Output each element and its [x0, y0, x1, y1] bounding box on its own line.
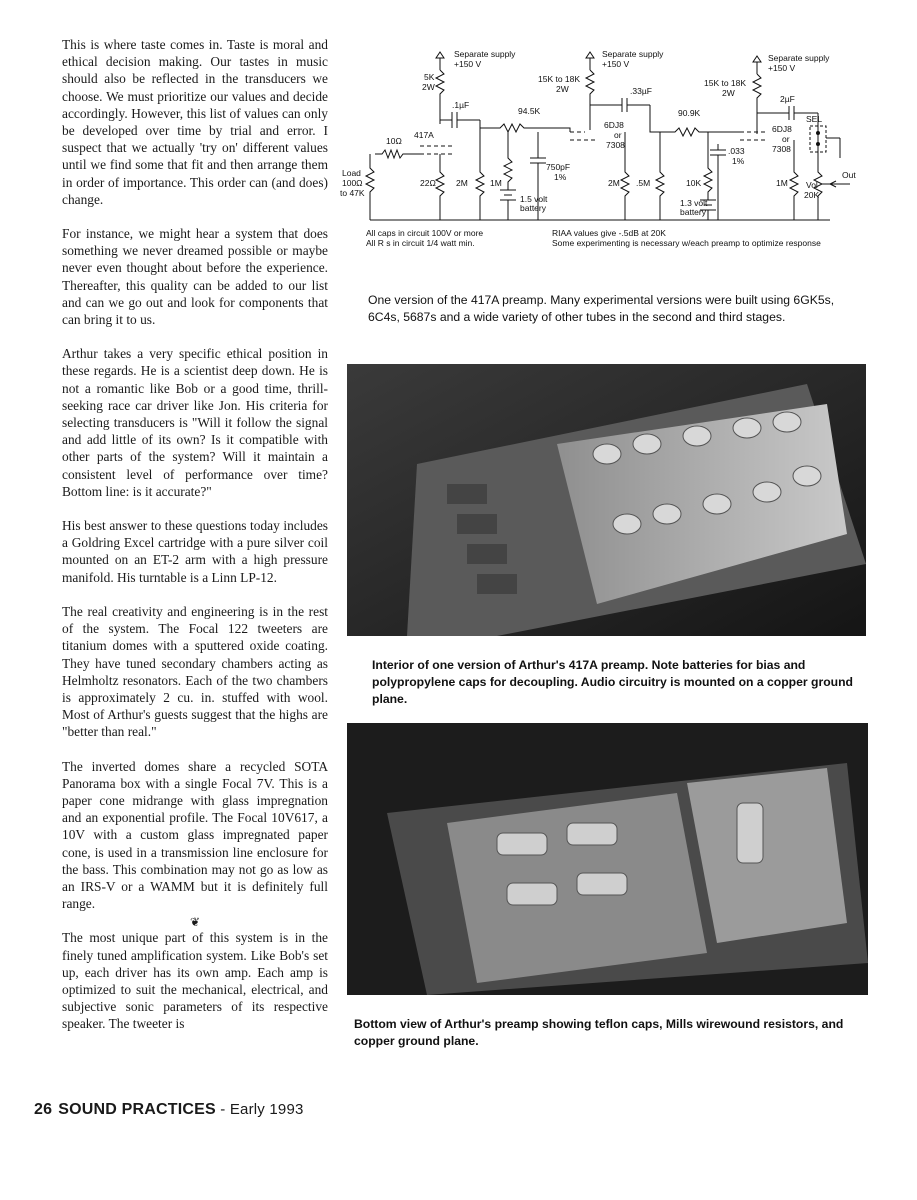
- output-label: Out: [842, 170, 856, 180]
- resistor-2m-2: 2M: [608, 178, 620, 188]
- resistor-22-ohm: 22Ω: [420, 178, 436, 188]
- resistor-10-ohm: 10Ω: [386, 136, 402, 146]
- resistor-1m-1: 1M: [490, 178, 502, 188]
- supply-arrow-1: [436, 52, 444, 58]
- supply-arrow-3: [753, 56, 761, 62]
- battery-1-label: battery: [520, 203, 546, 213]
- bottom-view-photo: [347, 723, 868, 995]
- bottom-view-caption: Bottom view of Arthur's preamp showing teflon caps, Mills wirewound resistors, and copper ground plane.: [354, 1017, 844, 1048]
- resistor-1m-2: 1M: [776, 178, 788, 188]
- paragraph-6: The inverted domes share a recycled SOTA Panorama box with a single Focal 7V. This is a paper cone midrange with glass impregnation and an exponential profile. The Focal 10V617, a 10V with a custom glass impregnated paper cone, is used in a transmission line enclosure for the bass. This combination may not go as low as an IRS-V or a WAMM but it is definitely full range.: [62, 758, 328, 912]
- paragraph-7: The most unique part of this system is in the finely tuned amplification system. Like Bob's set up, each driver has its own amp. Each amp is optimized to suit the mechanical, electrical, and subjective sonic parameters of its respective speaker. The tweeter is: [62, 930, 328, 1032]
- selector-label: SEL: [806, 114, 823, 124]
- tube-6dj8-2: 6DJ8: [772, 124, 792, 134]
- tube-417a: 417A: [414, 130, 434, 140]
- magazine-name: SOUND PRACTICES: [58, 1101, 216, 1118]
- article-column: [62, 36, 328, 1050]
- preamp-schematic: [340, 40, 860, 265]
- resistor-90k: 90.9K: [678, 108, 701, 118]
- resistor-5k: 5K: [424, 72, 435, 82]
- interior-photo: [347, 364, 866, 636]
- page-footer: [34, 1101, 304, 1119]
- supply-arrow-2: [586, 52, 594, 58]
- paragraph-4: His best answer to these questions today includes a Goldring Excel cartridge with a pure silver coil mounted on an ET-2 arm with a high pressure manifold. His turntable is a Linn LP-12.: [62, 518, 328, 585]
- paragraph-3: Arthur takes a very specific ethical position in these regards. He is a scientist deep down. He is not a romantic like Bob or a good time, thrill-seeking race car driver like Jon. His criteria for selecting transducers is "Will it follow the signal and add little of its own? Is it compatible with other parts of the system? Will it maintain a consistent level of performance over time? Bottom line: is it accurate?": [62, 346, 328, 499]
- note-riaa: RIAA values give -.5dB at 20K: [552, 228, 666, 238]
- page-number: 26: [34, 1101, 53, 1118]
- tube-or-1: or: [614, 130, 622, 140]
- resistor-15k-2-watt: 2W: [722, 88, 735, 98]
- schematic-caption: One version of the 417A preamp. Many experimental versions were built using 6GK5s, 6C4s, 5687s and a wide variety of other tubes in the second and third stages.: [368, 293, 835, 324]
- resistor-2m-1: 2M: [456, 178, 468, 188]
- battery-1-voltage: 1.5 volt: [520, 194, 548, 204]
- battery-2-voltage: 1.3 volt: [680, 198, 708, 208]
- schematic-diagram: [340, 40, 860, 265]
- cap-750pf: 750pF: [546, 162, 571, 172]
- load-range: to 47K: [340, 188, 365, 198]
- cap-033-tolerance: 1%: [732, 156, 745, 166]
- tube-6dj8-1: 6DJ8: [604, 120, 624, 130]
- cap-0-1uf: .1µF: [452, 100, 470, 110]
- tube-or-2: or: [782, 134, 790, 144]
- supply-label-2: Separate supply: [602, 49, 664, 59]
- battery-2-label: battery: [680, 207, 706, 217]
- supply-voltage-2: +150 V: [602, 59, 630, 69]
- issue-date: - Early 1993: [215, 1101, 304, 1118]
- supply-voltage-1: +150 V: [454, 59, 482, 69]
- paragraph-1: This is where taste comes in. Taste is moral and ethical decision making. Our tastes in music should also be reflected in the transducers we choose. We must prioritize our values and decide accordingly. However, this list of values can only be developed over time by trial and error. I suspect that we actually 'try on' different values until we find some that fit and then arrange them in order of importance. This order can (and does) change.: [62, 37, 328, 207]
- resistor-15k-1-watt: 2W: [556, 84, 569, 94]
- supply-voltage-3: +150 V: [768, 63, 796, 73]
- volume-resistor: 20K: [804, 190, 820, 200]
- cap-0-33uf: .33µF: [630, 86, 652, 96]
- supply-label-1: Separate supply: [454, 49, 516, 59]
- supply-label-3: Separate supply: [768, 53, 830, 63]
- cap-2uf: 2µF: [780, 94, 795, 104]
- interior-caption: Interior of one version of Arthur's 417A preamp. Note batteries for bias and polypropylene caps for decoupling. Audio circuitry is mounted on a copper ground plane.: [372, 658, 853, 706]
- resistor-0-5m: .5M: [636, 178, 651, 188]
- volume-label: Vol: [806, 180, 818, 190]
- cap-033: .033: [728, 146, 745, 156]
- tube-7308-1: 7308: [606, 140, 625, 150]
- paragraph-2: For instance, we might hear a system that does something we never dreamed possible or maybe never even thought about before the experience. Thereafter, this quality can be added to our list and can we go out and look for components that can bring it to us.: [62, 226, 328, 328]
- cap-750pf-tolerance: 1%: [554, 172, 567, 182]
- load-label: Load: [342, 168, 361, 178]
- resistor-15k-1: 15K to 18K: [538, 74, 581, 84]
- resistor-5k-watt: 2W: [422, 82, 435, 92]
- section-mark: ❦: [189, 915, 201, 930]
- note-experimenting: Some experimenting is necessary w/each preamp to optimize response: [552, 238, 821, 248]
- paragraph-5: The real creativity and engineering is in the rest of the system. The Focal 122 tweeters are titanium domes with a sputtered oxide coating. They have tuned secondary chambers acting as Helmholtz resonators. Each of the two chambers is approximately 2 cu. in. stuffed with wool. Most of Arthur's guests suggest that the highs are "better than real.": [62, 603, 328, 740]
- tube-7308-2: 7308: [772, 144, 791, 154]
- resistor-15k-2: 15K to 18K: [704, 78, 747, 88]
- resistor-94k: 94.5K: [518, 106, 541, 116]
- note-caps: All caps in circuit 100V or more: [366, 228, 484, 238]
- load-resistor: 100Ω: [342, 178, 363, 188]
- note-resistors: All R s in circuit 1/4 watt min.: [366, 238, 475, 248]
- resistor-10k: 10K: [686, 178, 702, 188]
